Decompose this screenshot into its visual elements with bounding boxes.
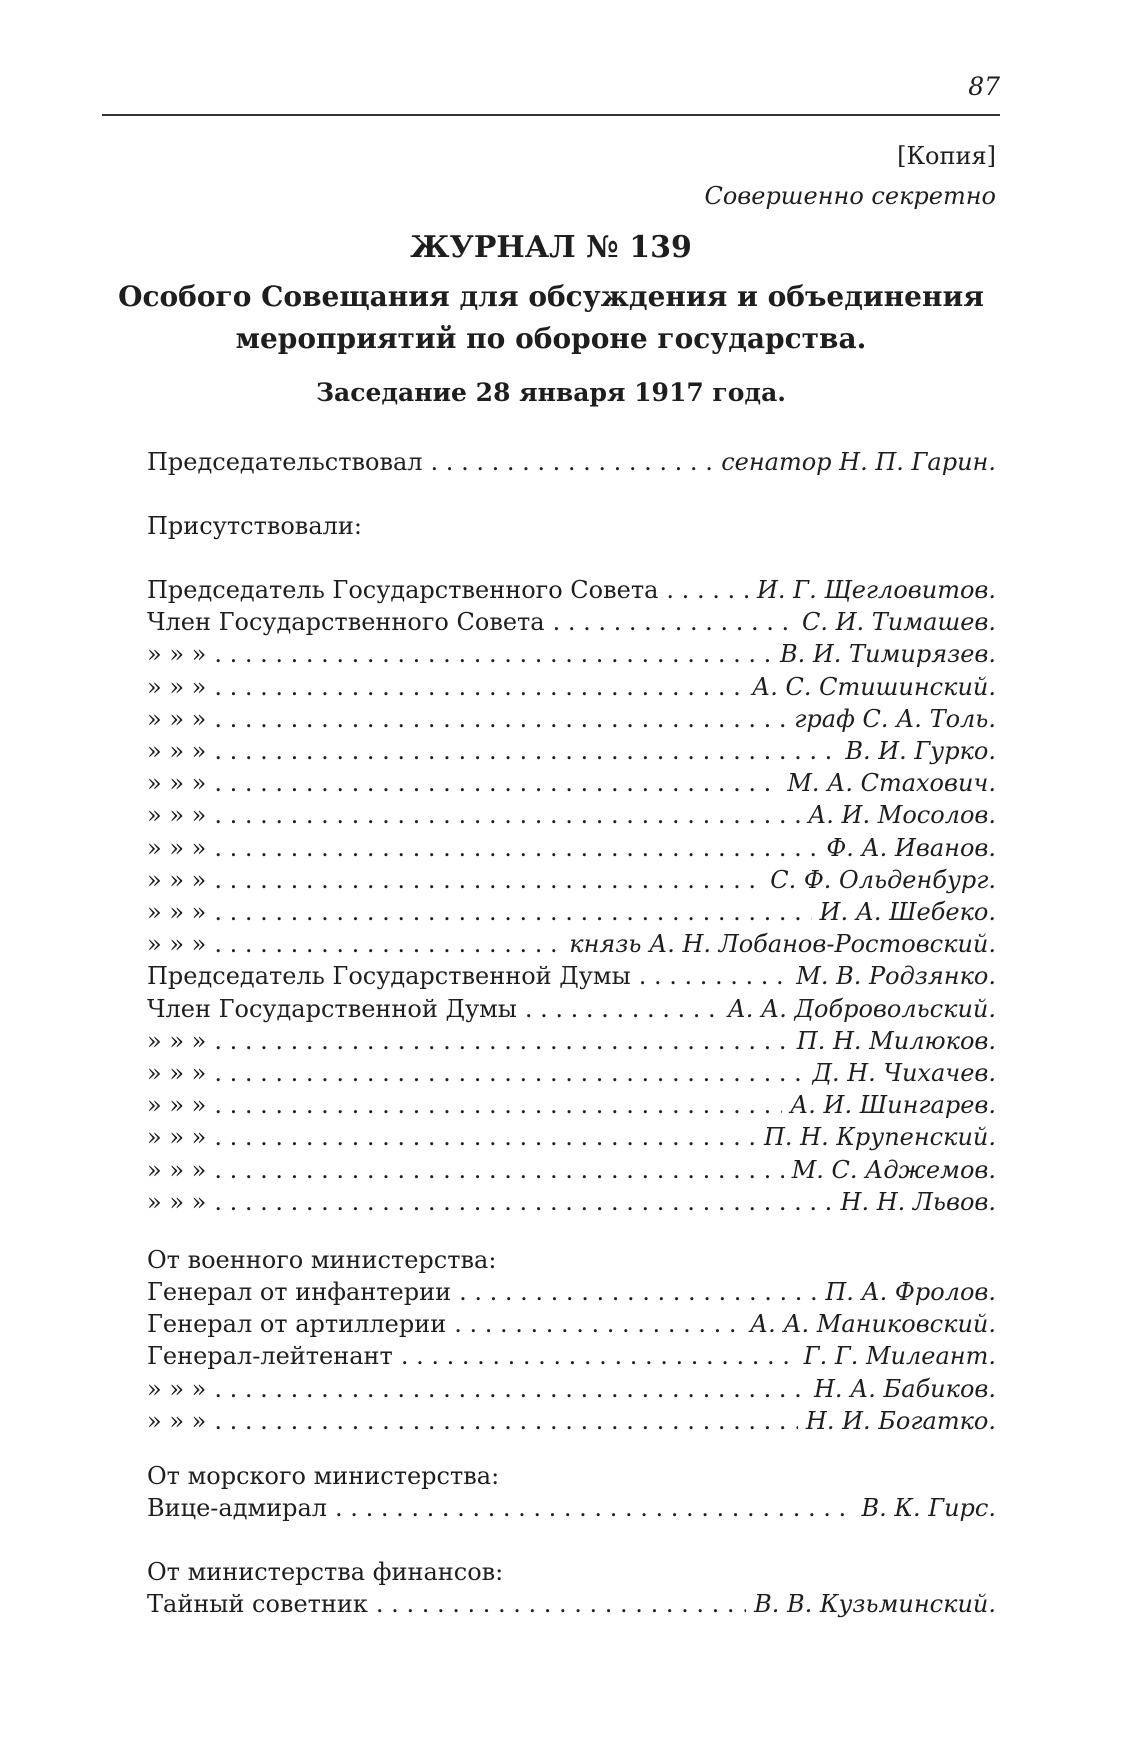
attendee-entry xyxy=(147,801,996,833)
attendee-entry xyxy=(147,1310,996,1342)
attendee-entry xyxy=(147,1342,996,1374)
present-label: Присутствовали: xyxy=(147,512,362,540)
attendee-entry xyxy=(147,705,996,737)
attendee-entry xyxy=(147,1590,996,1622)
entry-title: » » » xyxy=(147,1374,207,1403)
entry-title: Председатель Государственной Думы xyxy=(147,962,631,991)
attendee-entry xyxy=(147,866,996,898)
dot-leader xyxy=(214,769,779,797)
entry-title: » » » xyxy=(147,1091,207,1120)
attendee-entry xyxy=(147,1059,996,1091)
attendee-entry xyxy=(147,930,996,962)
attendee-entry xyxy=(147,1278,996,1310)
dot-leader xyxy=(666,576,749,604)
attendee-entry xyxy=(147,576,996,608)
dot-leader xyxy=(401,1342,796,1370)
entry-title: » » » xyxy=(147,672,207,701)
dot-leader xyxy=(525,995,720,1023)
entry-name: А. С. Стишинский. xyxy=(752,672,996,701)
entry-name: П. А. Фролов. xyxy=(825,1278,996,1306)
entry-name: Г. Г. Милеант. xyxy=(803,1342,996,1371)
entry-name: И. А. Шебеко. xyxy=(819,898,996,926)
entry-name: П. Н. Крупенский. xyxy=(763,1123,996,1152)
classification-stamp xyxy=(704,136,996,216)
attendee-entry xyxy=(147,1027,996,1059)
dot-leader xyxy=(214,1123,756,1151)
dot-leader xyxy=(214,834,818,862)
attendee-entry xyxy=(147,737,996,769)
entry-name: Н. А. Бабиков. xyxy=(813,1374,996,1403)
entry-name: П. Н. Милюков. xyxy=(796,1026,996,1055)
attendee-entry xyxy=(147,673,996,705)
entry-name: А. И. Мосолов. xyxy=(808,801,996,830)
entry-name: М. С. Аджемов. xyxy=(791,1155,996,1184)
dot-leader xyxy=(454,1310,742,1338)
entry-name: Ф. А. Иванов. xyxy=(826,833,996,862)
entry-title: » » » xyxy=(147,1059,207,1087)
dot-leader xyxy=(214,898,811,926)
entry-title: Член Государственной Думы xyxy=(147,994,517,1023)
dot-leader xyxy=(214,1156,783,1184)
attendee-entry xyxy=(147,834,996,866)
attendee-entry xyxy=(147,608,996,640)
war-ministry-label: От военного министерства: xyxy=(147,1246,497,1274)
entry-name: В. К. Гирс. xyxy=(861,1494,996,1522)
attendee-entry xyxy=(147,1156,996,1188)
entry-title: » » » xyxy=(147,1406,207,1435)
entry-title: » » » xyxy=(147,769,207,798)
entry-name: Н. Н. Львов. xyxy=(840,1187,996,1216)
dot-leader xyxy=(214,1407,798,1435)
dot-leader xyxy=(214,1059,804,1087)
attendee-entry xyxy=(147,1188,996,1220)
entry-name: М. А. Стахович. xyxy=(787,769,996,798)
entry-name: граф С. А. Толь. xyxy=(794,704,996,733)
attendee-entry xyxy=(147,995,996,1027)
entry-name: Н. И. Богатко. xyxy=(805,1406,996,1435)
dot-leader xyxy=(214,1091,782,1119)
entry-title: Генерал-лейтенант xyxy=(147,1342,393,1371)
attendee-entry xyxy=(147,1494,996,1526)
entry-title: » » » xyxy=(147,737,207,765)
entry-name: С. И. Тимашев. xyxy=(801,608,996,637)
dot-leader xyxy=(214,640,772,668)
entry-title: Тайный советник xyxy=(147,1590,368,1618)
entry-name: А. А. Маниковский. xyxy=(749,1310,996,1339)
entry-title: » » » xyxy=(147,704,207,733)
dot-leader xyxy=(376,1590,746,1618)
entry-title: Председатель Государственного Совета xyxy=(147,576,659,604)
naval-ministry-label: От морского министерства: xyxy=(147,1462,500,1490)
attendee-entry xyxy=(147,1091,996,1123)
entry-title: » » » xyxy=(147,930,207,959)
finance-ministry-label: От министерства финансов: xyxy=(147,1558,504,1586)
dot-leader xyxy=(214,1375,806,1403)
attendee-entry xyxy=(147,640,996,672)
chair-entry xyxy=(147,448,996,480)
dot-leader xyxy=(553,608,794,636)
subtitle-line-2: мероприятий по обороне государства. xyxy=(235,322,867,355)
entry-name: А. А. Добровольский. xyxy=(727,994,996,1023)
attendee-entry xyxy=(147,1375,996,1407)
entry-name: Д. Н. Чихачев. xyxy=(812,1059,996,1087)
entry-title: » » » xyxy=(147,833,207,862)
entry-title: » » » xyxy=(147,1187,207,1216)
attendee-entry xyxy=(147,962,996,994)
dot-leader xyxy=(335,1494,853,1522)
page-number: 87 xyxy=(968,72,1000,101)
entry-title: » » » xyxy=(147,1026,207,1055)
entry-title: » » » xyxy=(147,1123,207,1152)
secrecy-mark: Совершенно секретно xyxy=(704,182,996,210)
chair-label: Председательствовал xyxy=(147,448,423,476)
entry-title: Генерал от артиллерии xyxy=(147,1310,447,1339)
journal-subtitle xyxy=(102,276,1000,360)
attendee-entry xyxy=(147,898,996,930)
entry-name: В. И. Гурко. xyxy=(845,737,996,765)
entry-title: » » » xyxy=(147,865,207,894)
dot-leader xyxy=(214,673,744,701)
dot-leader xyxy=(214,1027,788,1055)
dot-leader xyxy=(214,737,837,765)
dot-leader xyxy=(459,1278,817,1306)
entry-name: князь А. Н. Лобанов-Ростовский. xyxy=(569,930,996,959)
dot-leader xyxy=(214,801,800,829)
entry-name: А. И. Шингарев. xyxy=(790,1091,996,1120)
attendee-entry xyxy=(147,1123,996,1155)
attendee-entry xyxy=(147,1407,996,1439)
entry-title: » » » xyxy=(147,898,207,926)
chair-name: сенатор Н. П. Гарин. xyxy=(721,448,996,476)
journal-title: ЖУРНАЛ № 139 xyxy=(410,230,692,265)
subtitle-line-1: Особого Совещания для обсуждения и объединения xyxy=(118,280,984,313)
header-rule xyxy=(102,114,1000,116)
dot-leader xyxy=(214,1188,832,1216)
entry-name: С. Ф. Ольденбург. xyxy=(770,865,996,894)
dot-leader xyxy=(214,705,786,733)
entry-name: М. В. Родзянко. xyxy=(796,962,996,991)
dot-leader xyxy=(214,930,561,958)
entry-name: В. И. Тимирязев. xyxy=(779,640,996,669)
entry-title: » » » xyxy=(147,640,207,669)
entry-title: » » » xyxy=(147,1155,207,1184)
dot-leader xyxy=(639,962,789,990)
session-date: Заседание 28 января 1917 года. xyxy=(316,378,786,407)
entry-title: Генерал от инфантерии xyxy=(147,1278,452,1306)
copy-mark: [Копия] xyxy=(897,142,996,170)
dot-leader xyxy=(214,866,762,894)
entry-title: Член Государственного Совета xyxy=(147,608,545,637)
entry-name: В. В. Кузьминский. xyxy=(754,1590,996,1618)
entry-name: И. Г. Щегловитов. xyxy=(756,576,996,604)
attendee-entry xyxy=(147,769,996,801)
entry-title: Вице-адмирал xyxy=(147,1494,328,1522)
entry-title: » » » xyxy=(147,801,207,830)
dot-leader xyxy=(431,448,714,476)
